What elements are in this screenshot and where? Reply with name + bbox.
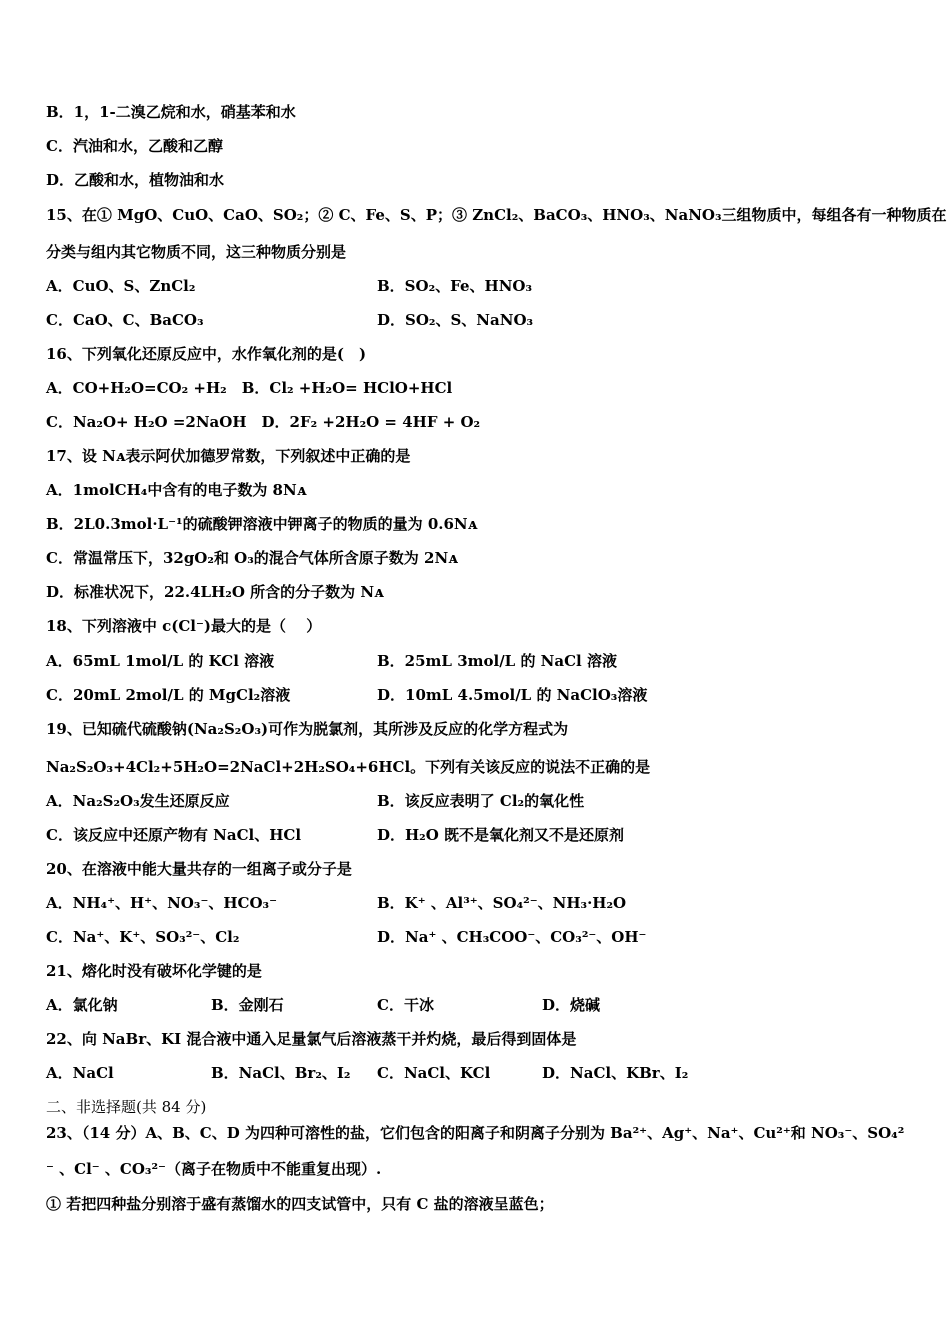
q18-option-d: D．10mL 4.5mol/L 的 NaClO₃溶液 (377, 686, 648, 704)
q23-stem-line1: 23、（14 分）A、B、C、D 为四种可溶性的盐，它们包含的阳离子和阴离子分别为 Ba²⁺、Ag⁺、Na⁺、Cu²⁺和 NO₃⁻、SO₄² (46, 1124, 905, 1142)
q20-option-d: D．Na⁺ 、CH₃COO⁻、CO₃²⁻、OH⁻ (377, 928, 647, 946)
q14-option-d: D．乙酸和水，植物油和水 (46, 171, 225, 189)
q22-option-c: C．NaCl、KCl (377, 1064, 491, 1082)
q21-option-b: B．金刚石 (211, 996, 284, 1014)
q20-option-c: C．Na⁺、K⁺、SO₃²⁻、Cl₂ (46, 928, 240, 946)
q17-option-b: B．2L0.3mol·L⁻¹的硫酸钾溶液中钾离子的物质的量为 0.6Nᴀ (46, 515, 478, 533)
q20-option-a: A．NH₄⁺、H⁺、NO₃⁻、HCO₃⁻ (46, 894, 278, 912)
q19-option-a: A．Na₂S₂O₃发生还原反应 (46, 792, 230, 810)
q17-option-c: C．常温常压下，32gO₂和 O₃的混合气体所含原子数为 2Nᴀ (46, 549, 458, 567)
q15-option-b: B．SO₂、Fe、HNO₃ (377, 277, 533, 295)
q18-option-a: A．65mL 1mol/L 的 KCl 溶液 (46, 652, 275, 670)
q14-option-b: B．1，1-二溴乙烷和水，硝基苯和水 (46, 103, 296, 121)
q19-option-d: D．H₂O 既不是氧化剂又不是还原剂 (377, 826, 625, 844)
q17-option-d: D．标准状况下，22.4LH₂O 所含的分子数为 Nᴀ (46, 583, 384, 601)
q23-stem-line2: ⁻ 、Cl⁻ 、CO₃²⁻（离子在物质中不能重复出现）. (46, 1160, 382, 1178)
q21-option-c: C．干冰 (377, 996, 434, 1014)
q16-options-cd: C．Na₂O+ H₂O =2NaOH D．2F₂ +2H₂O = 4HF + O₂ (46, 413, 481, 431)
q15-option-d: D．SO₂、S、NaNO₃ (377, 311, 534, 329)
q18-option-b: B．25mL 3mol/L 的 NaCl 溶液 (377, 652, 617, 670)
q22-option-b: B．NaCl、Br₂、I₂ (211, 1064, 351, 1082)
q17-stem: 17、设 Nᴀ表示阿伏加德罗常数，下列叙述中正确的是 (46, 447, 411, 465)
q15-stem-line1: 15、在① MgO、CuO、CaO、SO₂；② C、Fe、S、P；③ ZnCl₂、BaCO₃、HNO₃、NaNO₃三组物质中，每组各有一种物质在 (46, 206, 947, 224)
q19-option-b: B．该反应表明了 Cl₂的氧化性 (377, 792, 585, 810)
q22-option-a: A．NaCl (46, 1064, 114, 1082)
q21-option-a: A．氯化钠 (46, 996, 118, 1014)
q20-option-b: B．K⁺ 、Al³⁺、SO₄²⁻、NH₃·H₂O (377, 894, 627, 912)
q16-stem: 16、下列氧化还原反应中，水作氧化剂的是( ) (46, 345, 367, 363)
q17-option-a: A．1molCH₄中含有的电子数为 8Nᴀ (46, 481, 307, 499)
q15-option-a: A．CuO、S、ZnCl₂ (46, 277, 196, 295)
q21-stem: 21、熔化时没有破坏化学键的是 (46, 962, 262, 980)
q14-option-c: C．汽油和水，乙酸和乙醇 (46, 137, 223, 155)
q18-stem: 18、下列溶液中 c(Cl⁻)最大的是（ ） (46, 617, 322, 635)
q16-options-ab: A．CO+H₂O=CO₂ +H₂ B．Cl₂ +H₂O= HClO+HCl (46, 379, 453, 397)
q15-stem-line2: 分类与组内其它物质不同，这三种物质分别是 (46, 243, 347, 261)
section-heading: 二、非选择题(共 84 分) (46, 1098, 207, 1116)
q15-option-c: C．CaO、C、BaCO₃ (46, 311, 204, 329)
q21-option-d: D．烧碱 (542, 996, 601, 1014)
q19-stem-line1: 19、已知硫代硫酸钠(Na₂S₂O₃)可作为脱氯剂，其所涉及反应的化学方程式为 (46, 720, 569, 738)
q20-stem: 20、在溶液中能大量共存的一组离子或分子是 (46, 860, 352, 878)
q18-option-c: C．20mL 2mol/L 的 MgCl₂溶液 (46, 686, 291, 704)
q19-stem-line2: Na₂S₂O₃+4Cl₂+5H₂O=2NaCl+2H₂SO₄+6HCl。下列有关该反应的说法不正确的是 (46, 758, 651, 776)
q22-option-d: D．NaCl、KBr、I₂ (542, 1064, 689, 1082)
q23-stem-line3: ① 若把四种盐分别溶于盛有蒸馏水的四支试管中，只有 C 盐的溶液呈蓝色； (46, 1195, 554, 1213)
q19-option-c: C．该反应中还原产物有 NaCl、HCl (46, 826, 302, 844)
q22-stem: 22、向 NaBr、KI 混合液中通入足量氯气后溶液蒸干并灼烧，最后得到固体是 (46, 1030, 577, 1048)
